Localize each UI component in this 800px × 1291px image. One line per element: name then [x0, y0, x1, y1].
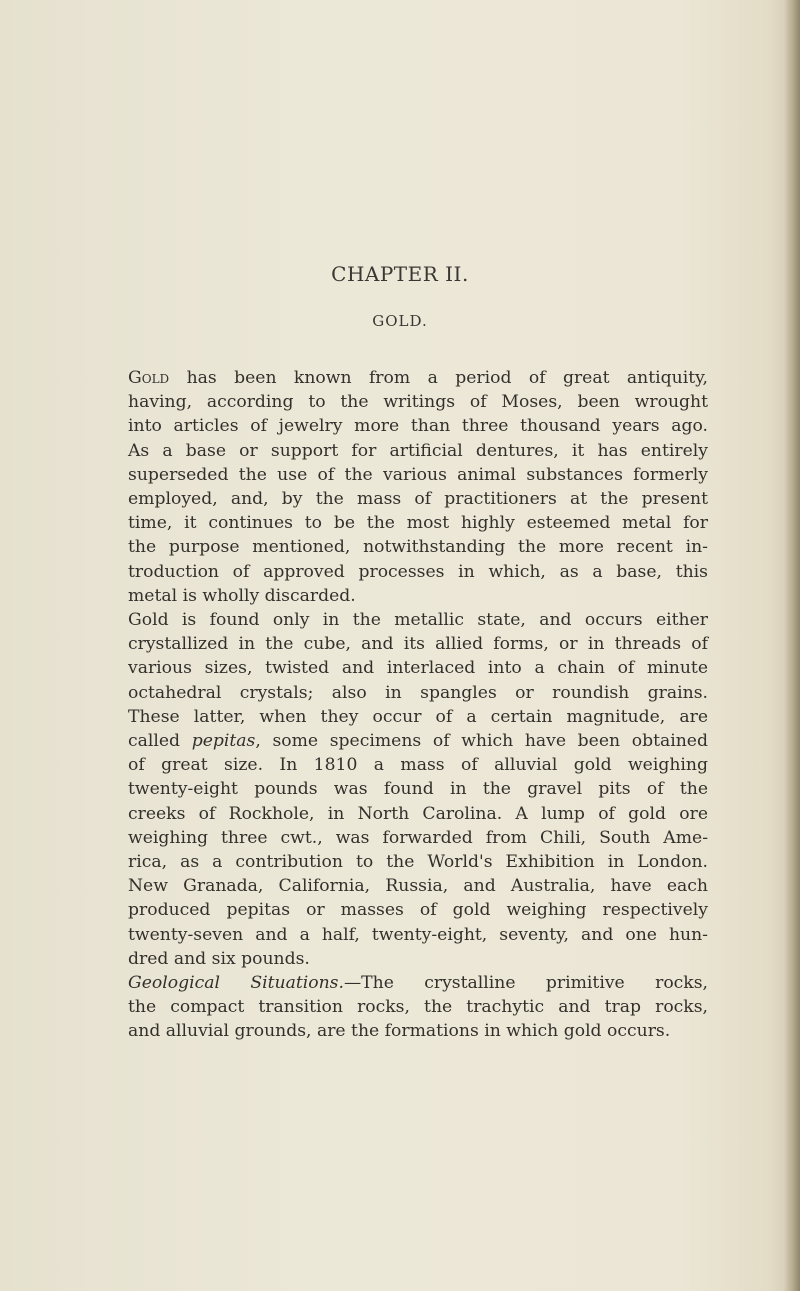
text-line: Gold has been known from a period of great antiquity, [128, 368, 708, 388]
paragraph-2 [128, 608, 708, 971]
text-line: These latter, when they occur of a certain magnitude, are [128, 706, 708, 727]
text-line: various sizes, twisted and interlaced into a chain of minute [128, 658, 708, 679]
text-line: time, it continues to be the most highly esteemed metal for [128, 513, 708, 534]
text-line: rica, as a contribution to the World's Exhibition in London. [128, 852, 708, 873]
text-line: employed, and, by the mass of practitioners at the present [128, 489, 708, 510]
text-line: metal is wholly discarded. [128, 585, 356, 606]
text-line: the purpose mentioned, notwithstanding the more recent in- [128, 537, 708, 558]
text-line: octahedral crystals; also in spangles or roundish grains. [128, 682, 708, 703]
text-line: Gold is found only in the metallic state, and occurs either [128, 610, 708, 631]
text-line: into articles of jewelry more than three thousand years ago. [128, 416, 708, 437]
text-line: having, according to the writings of Moses, been wrought [128, 392, 708, 413]
text-line: called pepitas, some specimens of which have been obtained [128, 731, 708, 752]
section-heading: Geological Situations. [128, 973, 344, 994]
text-line: twenty-eight pounds was found in the gravel pits of the [128, 779, 708, 800]
body-text [128, 366, 708, 1044]
text-line: crystallized in the cube, and its allied forms, or in threads of [128, 634, 708, 655]
paragraph-1 [128, 366, 708, 608]
text-line: twenty-seven and a half, twenty-eight, seventy, and one hun- [128, 924, 708, 945]
drop-lead-word: Gold [128, 368, 170, 388]
text-line: weighing three cwt., was forwarded from Chili, South Ame- [128, 827, 708, 848]
text-line: produced pepitas or masses of gold weighing respectively [128, 900, 708, 921]
text-line: Geological Situations.—The crystalline primitive rocks, [128, 973, 708, 994]
text-line: and alluvial grounds, are the formations in which gold occurs. [128, 1021, 671, 1042]
text-line: of great size. In 1810 a mass of alluvial gold weighing [128, 755, 708, 776]
text-line: creeks of Rockhole, in North Carolina. A lump of gold ore [128, 803, 708, 824]
paragraph-3 [128, 971, 708, 1044]
text-line: troduction of approved processes in which, as a base, this [128, 561, 708, 582]
chapter-title: CHAPTER II. [331, 262, 469, 286]
italic-term: pepitas [191, 731, 256, 752]
text-line: As a base or support for artificial dentures, it has entirely [128, 440, 708, 461]
section-title: GOLD. [372, 312, 428, 330]
text-line: dred and six pounds. [128, 948, 310, 969]
text-line: New Granada, California, Russia, and Australia, have each [128, 876, 708, 897]
page-edge-shadow [784, 0, 800, 1291]
text-line: superseded the use of the various animal substances formerly [128, 464, 708, 485]
text-line: the compact transition rocks, the trachytic and trap rocks, [128, 997, 708, 1018]
